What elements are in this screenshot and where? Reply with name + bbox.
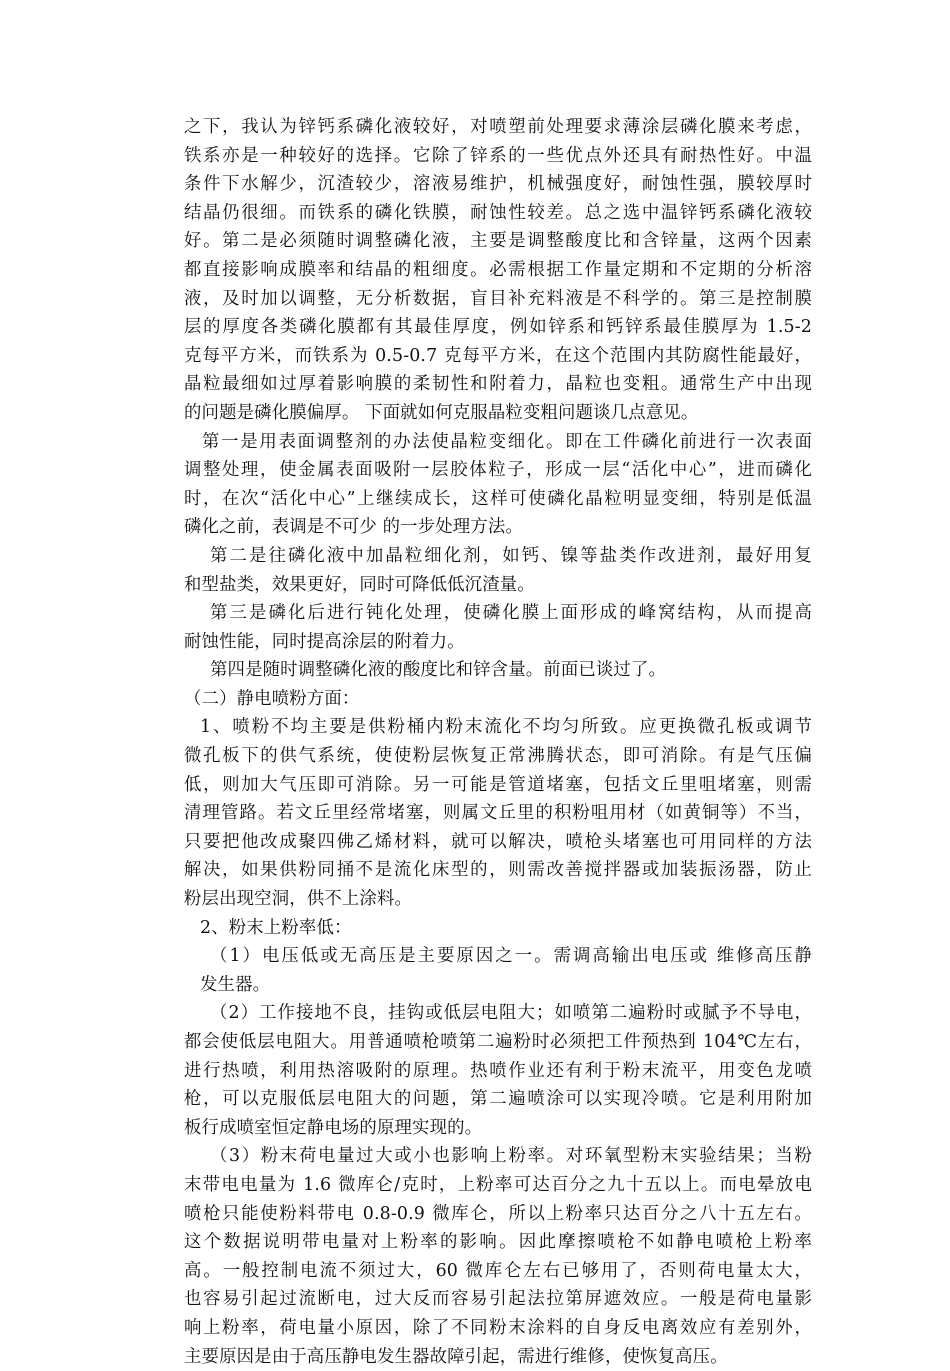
text-line: 清理管路。若文丘里经常堵塞，则属文丘里的积粉咀用材（如黄铜等）不当， <box>184 803 812 824</box>
text-line: 喷枪只能使粉料带电 0.8-0.9 微库仑，所以上粉率只达百分之八十五左右。 <box>184 1203 812 1224</box>
text-line: （2）工作接地不良，挂钩或低层电阻大；如喷第二遍粉时或腻予不导电， <box>210 1003 812 1024</box>
text-line: 结晶仍很细。而铁系的磷化铁膜，耐蚀性较差。总之选中温锌钙系磷化液较 <box>184 202 812 223</box>
text-line: 主要原因是由于高压静电发生器故障引起，需进行维修，使恢复高压。 <box>184 1346 728 1367</box>
text-line: 第三是磷化后进行钝化处理，使磷化膜上面形成的峰窝结构，从而提高 <box>210 603 812 624</box>
text-line: 微孔板下的供气系统，使使粉层恢复正常沸腾状态，即可消除。有是气压偏 <box>184 746 812 767</box>
text-line: 只要把他改成聚四佛乙烯材料，就可以解决，喷枪头堵塞也可用同样的方法 <box>184 831 812 852</box>
text-line: 克每平方米，而铁系为 0.5-0.7 克每平方米，在这个范围内其防腐性能最好， <box>184 345 812 366</box>
text-line: 低，则加大气压即可消除。另一可能是管道堵塞，包括文丘里咀堵塞，则需 <box>184 774 812 795</box>
text-line: 解决，如果供粉同捅不是流化床型的，则需改善搅拌器或加装振汤器，防止 <box>184 860 812 881</box>
text-line: （二）静电喷粉方面： <box>184 688 360 709</box>
text-line: 条件下水解少，沉渣较少，溶液易维护，机械强度好，耐蚀性强，膜较厚时 <box>184 174 812 195</box>
text-line: 2、粉末上粉率低： <box>200 917 352 938</box>
text-line: 和型盐类，效果更好，同时可降低低沉渣量。 <box>184 574 535 595</box>
text-line: 发生器。 <box>200 974 271 995</box>
text-line: （1）电压低或无高压是主要原因之一。需调高输出电压或 维修高压静 <box>210 946 812 967</box>
text-line: 响上粉率，荷电量小原因，除了不同粉末涂料的自身反电离效应有差别外， <box>184 1317 812 1338</box>
text-line: 第四是随时调整磷化液的酸度比和锌含量。前面已谈过了。 <box>210 660 667 681</box>
text-line: 粉层出现空洞，供不上涂料。 <box>184 889 413 910</box>
body-text <box>184 113 812 1371</box>
text-line: （3）粉末荷电量过大或小也影响上粉率。对环氧型粉末实验结果；当粉 <box>210 1146 812 1167</box>
text-line: 晶粒最细如过厚着影响膜的柔韧性和附着力，晶粒也变粗。通常生产中出现 <box>184 374 812 395</box>
text-line: 液，及时加以调整，无分析数据，盲目补充料液是不科学的。第三是控制膜 <box>184 288 812 309</box>
text-line: 层的厚度各类磷化膜都有其最佳厚度，例如锌系和钙锌系最佳膜厚为 1.5-2 <box>184 317 812 338</box>
text-line: 耐蚀性能，同时提高涂层的附着力。 <box>184 631 465 652</box>
text-line: 末带电电量为 1.6 微库仑/克时，上粉率可达百分之九十五以上。而电晕放电 <box>184 1174 812 1195</box>
text-line: 时，在次“活化中心”上继续成长，这样可使磷化晶粒明显变细，特别是低温 <box>184 488 812 509</box>
text-line: 板行成喷室恒定静电场的原理实现的。 <box>184 1117 483 1138</box>
text-line: 调整处理，使金属表面吸附一层胶体粒子，形成一层“活化中心”，进而磷化 <box>184 460 812 481</box>
text-line: 枪，可以克服低层电阻大的问题，第二遍喷涂可以实现冷喷。它是利用附加 <box>184 1089 812 1110</box>
text-line: 第二是往磷化液中加晶粒细化剂，如钙、镍等盐类作改进剂，最好用复 <box>210 545 812 566</box>
text-line: 都会使低层电阻大。用普通喷枪喷第二遍粉时必须把工件预热到 104℃左右， <box>184 1032 812 1052</box>
text-line: 好。第二是必须随时调整磷化液，主要是调整酸度比和含锌量，这两个因素 <box>184 231 812 252</box>
text-line: 1、喷粉不均主要是供粉桶内粉末流化不均匀所致。应更换微孔板或调节 <box>200 717 812 738</box>
text-line: 的问题是磷化膜偏厚。 下面就如何克服晶粒变粗问题谈几点意见。 <box>184 402 699 423</box>
text-line: 都直接影响成膜率和结晶的粗细度。必需根据工作量定期和不定期的分析溶 <box>184 259 812 280</box>
text-line: 铁系亦是一种较好的选择。它除了锌系的一些优点外还具有耐热性好。中温 <box>184 145 812 166</box>
text-line: 之下，我认为锌钙系磷化液较好，对喷塑前处理要求薄涂层磷化膜来考虑， <box>184 117 812 137</box>
text-line: 也容易引起过流断电，过大反而容易引起法拉第屏遮效应。一般是荷电量影 <box>184 1289 812 1310</box>
text-line: 磷化之前，表调是不可少 的一步处理方法。 <box>184 517 523 538</box>
text-line: 进行热喷，利用热溶吸附的原理。热喷作业还有利于粉末流平，用变色龙喷 <box>184 1060 812 1081</box>
text-line: 这个数据说明带电量对上粉率的影响。因此摩擦喷枪不如静电喷枪上粉率 <box>184 1232 812 1253</box>
text-line: 高。一般控制电流不须过大，60 微库仑左右已够用了，否则荷电量太大， <box>184 1260 812 1281</box>
text-line: 第一是用表面调整剂的办法使晶粒变细化。即在工件磷化前进行一次表面 <box>202 431 812 452</box>
